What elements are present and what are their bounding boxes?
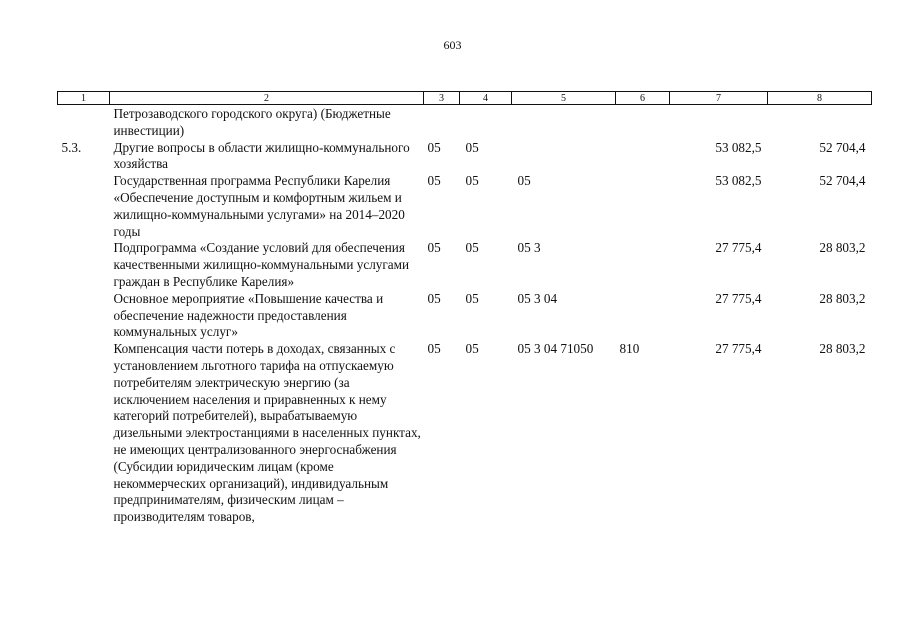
row-number (58, 291, 110, 341)
table-header (58, 92, 872, 105)
row-amount-year1: 27 775,4 (715, 290, 762, 306)
table-row (58, 240, 872, 290)
budget-table (57, 91, 872, 526)
row-amount-year1: 27 775,4 (715, 240, 762, 256)
row-amount-year2: 52 704,4 (819, 139, 866, 155)
row-description: Подпрограмма «Создание условий для обеспечения качественными жилищно-коммунальными услугами граждан в Республике Карелия» (113, 240, 410, 289)
row-expense-type: 810 (619, 341, 640, 357)
row-amount-year1: 53 082,5 (715, 173, 762, 189)
table-row (58, 105, 872, 140)
row-subsection-code: 05 (465, 240, 479, 256)
row-expense-type (616, 140, 670, 174)
row-amount-year1: 53 082,5 (715, 139, 762, 155)
row-number (58, 173, 110, 240)
row-subsection-code: 05 (465, 290, 479, 306)
row-amount-year2: 28 803,2 (819, 290, 866, 306)
row-subsection-code: 05 (465, 139, 479, 155)
row-amount-year2: 28 803,2 (819, 341, 866, 357)
row-section-code: 05 (427, 290, 441, 306)
row-number (58, 341, 110, 526)
row-amount-year1: 27 775,4 (715, 341, 762, 357)
column-header-7: 7 (670, 92, 768, 105)
row-description: Другие вопросы в области жилищно-коммунального хозяйства (113, 139, 410, 172)
row-description: Государственная программа Республики Карелия «Обеспечение доступным и комфортным жильем и жилищно-коммунальными услугами» на 2014–2020 годы (113, 173, 405, 239)
row-expense-type (616, 240, 670, 290)
row-expense-type (616, 173, 670, 240)
row-amount-year1 (670, 105, 768, 140)
page-number: 603 (443, 38, 462, 52)
row-section-code: 05 (427, 173, 441, 189)
table-row (58, 140, 872, 174)
row-section-code: 05 (427, 240, 441, 256)
row-section-code (424, 105, 460, 140)
table-row (58, 173, 872, 240)
row-amount-year2: 52 704,4 (819, 173, 866, 189)
row-target-article (512, 140, 616, 174)
row-subsection-code: 05 (465, 341, 479, 357)
column-header-3: 3 (424, 92, 460, 105)
row-section-code: 05 (427, 139, 441, 155)
row-target-article: 05 3 (517, 240, 541, 256)
row-description: Петрозаводского городского округа) (Бюджетные инвестиции) (113, 106, 391, 138)
row-amount-year2: 28 803,2 (819, 240, 866, 256)
table-row (58, 291, 872, 341)
row-number (58, 105, 110, 140)
row-subsection-code: 05 (465, 173, 479, 189)
row-amount-year2 (768, 105, 872, 140)
table-row (58, 341, 872, 526)
column-header-1: 1 (58, 92, 110, 105)
row-description: Основное мероприятие «Повышение качества и обеспечение надежности предоставления коммунальных услуг» (113, 290, 384, 340)
column-header-2: 2 (110, 92, 424, 105)
table-body (58, 105, 872, 526)
row-target-article: 05 3 04 71050 (517, 341, 594, 357)
column-header-8: 8 (768, 92, 872, 105)
row-target-article: 05 (517, 173, 531, 189)
row-target-article (512, 105, 616, 140)
row-expense-type (616, 105, 670, 140)
row-number (58, 240, 110, 290)
column-header-6: 6 (616, 92, 670, 105)
row-expense-type (616, 291, 670, 341)
row-subsection-code (460, 105, 512, 140)
row-target-article: 05 3 04 (517, 290, 558, 306)
column-number-row (58, 92, 872, 105)
row-number: 5.3. (61, 139, 82, 155)
column-header-5: 5 (512, 92, 616, 105)
row-section-code: 05 (427, 341, 441, 357)
column-header-4: 4 (460, 92, 512, 105)
row-description: Компенсация части потерь в доходах, связанных с установлением льготного тарифа на отпускаемую потребителям электрическую энергию (за исключением населения и приравненных к нему категорий потребителей), вырабатываемую дизельными электростанциями в населенных пунктах, не имеющих централизованного энергоснабжения (Субсидии юридическим лицам (кроме некоммерческих организаций), индивидуальным предпринимателям, физическим лицам – производителям товаров, (113, 341, 421, 525)
